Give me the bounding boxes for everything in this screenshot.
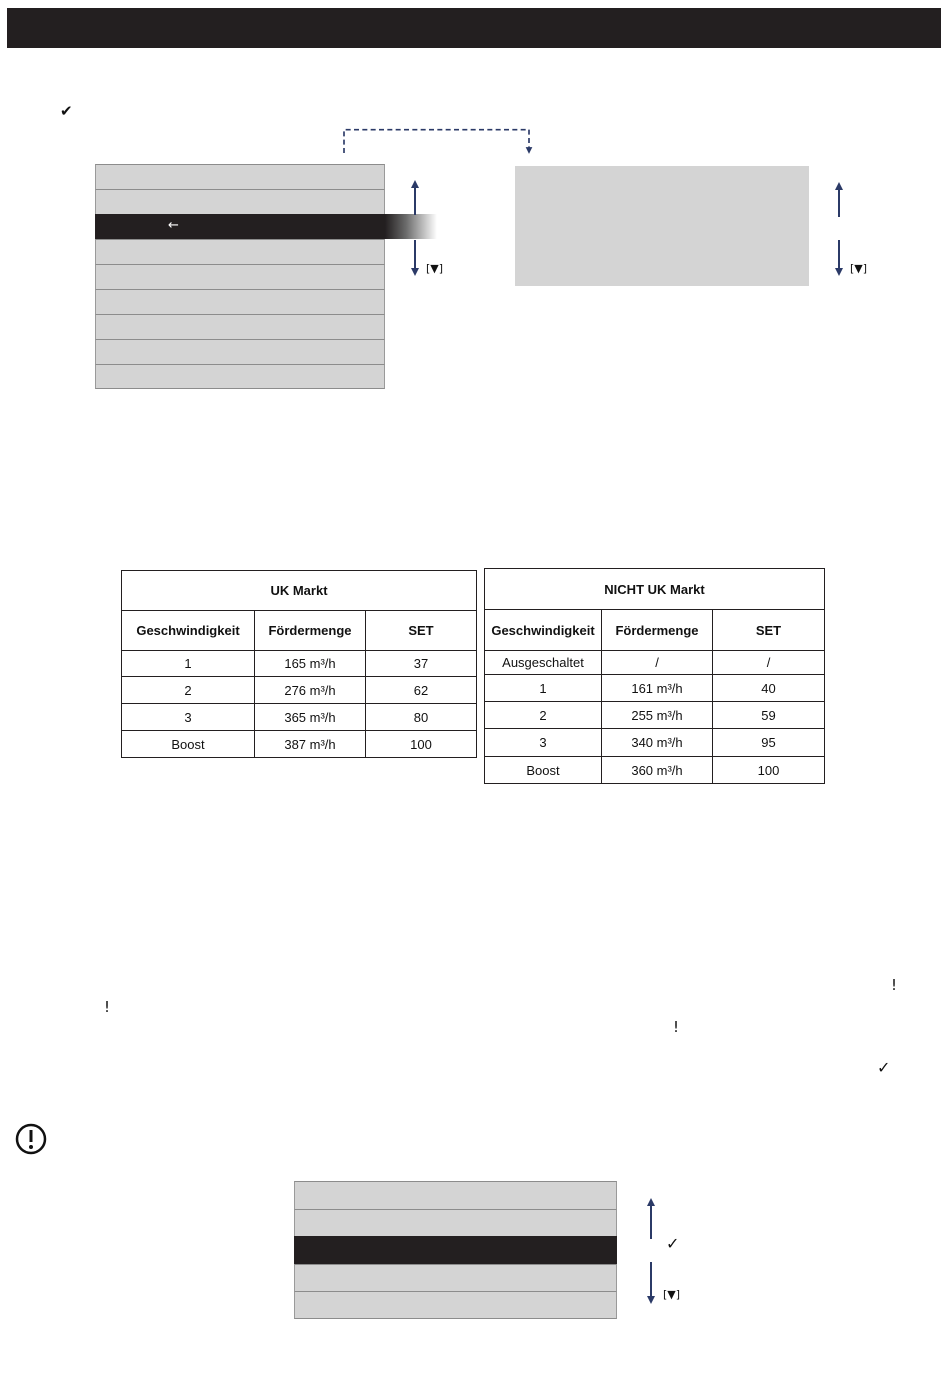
arrow-down-icon[interactable] bbox=[644, 1262, 658, 1304]
cell-flow: 360 m³/h bbox=[602, 757, 713, 784]
header-bar bbox=[7, 8, 941, 48]
exclamation-circle-icon bbox=[15, 1123, 47, 1155]
table-non-uk-market bbox=[484, 568, 825, 784]
column-header: SET bbox=[713, 610, 825, 651]
table-title: NICHT UK Markt bbox=[485, 569, 825, 610]
menu-item[interactable] bbox=[95, 289, 385, 314]
back-arrow-icon: ← bbox=[168, 218, 179, 233]
table-row bbox=[122, 704, 477, 731]
cell-speed: Boost bbox=[122, 731, 255, 758]
cell-set: / bbox=[713, 651, 825, 675]
cell-speed: 1 bbox=[122, 651, 255, 677]
dashed-connector bbox=[327, 128, 551, 158]
cell-speed: 2 bbox=[122, 677, 255, 704]
table-row bbox=[485, 729, 825, 757]
cell-flow: 387 m³/h bbox=[255, 731, 366, 758]
table-row bbox=[485, 651, 825, 675]
cell-speed: 3 bbox=[485, 729, 602, 757]
down-key-icon: [▼] bbox=[426, 262, 444, 275]
menu-item[interactable] bbox=[294, 1209, 617, 1237]
column-header: Geschwindigkeit bbox=[122, 611, 255, 651]
table-row bbox=[122, 731, 477, 758]
menu-item[interactable] bbox=[95, 239, 385, 264]
exclamation-icon: ! bbox=[104, 998, 111, 1016]
menu-item-selected[interactable] bbox=[294, 1236, 617, 1264]
column-header: Geschwindigkeit bbox=[485, 610, 602, 651]
table-title: UK Markt bbox=[122, 571, 477, 611]
cell-flow: 365 m³/h bbox=[255, 704, 366, 731]
table-row bbox=[485, 675, 825, 702]
cell-set: 59 bbox=[713, 702, 825, 729]
table-row bbox=[122, 651, 477, 677]
table-row bbox=[122, 677, 477, 704]
menu-item[interactable] bbox=[294, 1291, 617, 1319]
menu-list-confirm bbox=[294, 1181, 617, 1319]
table-row bbox=[485, 702, 825, 729]
cell-set: 40 bbox=[713, 675, 825, 702]
cell-set: 100 bbox=[713, 757, 825, 784]
check-icon: ✓ bbox=[877, 1058, 891, 1077]
exclamation-icon: ! bbox=[673, 1018, 680, 1036]
menu-list-main bbox=[95, 164, 385, 389]
arrow-up-icon[interactable] bbox=[408, 180, 422, 216]
cell-set: 37 bbox=[366, 651, 477, 677]
cell-speed: 3 bbox=[122, 704, 255, 731]
check-icon: ✓ bbox=[666, 1234, 680, 1253]
arrow-down-icon[interactable] bbox=[832, 240, 846, 276]
cell-speed: Boost bbox=[485, 757, 602, 784]
cell-set: 80 bbox=[366, 704, 477, 731]
cell-speed: Ausgeschaltet bbox=[485, 651, 602, 675]
cell-set: 62 bbox=[366, 677, 477, 704]
cell-flow: 165 m³/h bbox=[255, 651, 366, 677]
cell-flow: 255 m³/h bbox=[602, 702, 713, 729]
down-key-icon: [▼] bbox=[663, 1288, 681, 1301]
menu-item[interactable] bbox=[294, 1181, 617, 1209]
cell-speed: 2 bbox=[485, 702, 602, 729]
settings-panel bbox=[515, 166, 809, 286]
cell-flow: / bbox=[602, 651, 713, 675]
menu-item[interactable] bbox=[95, 314, 385, 339]
column-header: Fördermenge bbox=[602, 610, 713, 651]
column-header: SET bbox=[366, 611, 477, 651]
table-row bbox=[485, 757, 825, 784]
cell-flow: 340 m³/h bbox=[602, 729, 713, 757]
menu-item[interactable] bbox=[95, 164, 385, 189]
menu-item[interactable] bbox=[95, 264, 385, 289]
cell-speed: 1 bbox=[485, 675, 602, 702]
selection-fade bbox=[385, 214, 437, 239]
exclamation-icon: ! bbox=[891, 976, 898, 994]
menu-item[interactable] bbox=[95, 189, 385, 214]
menu-item[interactable] bbox=[294, 1264, 617, 1292]
arrow-up-icon[interactable] bbox=[832, 182, 846, 218]
check-icon: ✔ bbox=[60, 102, 73, 120]
menu-item[interactable] bbox=[95, 339, 385, 364]
cell-flow: 276 m³/h bbox=[255, 677, 366, 704]
cell-set: 100 bbox=[366, 731, 477, 758]
cell-set: 95 bbox=[713, 729, 825, 757]
menu-item-selected[interactable] bbox=[95, 214, 385, 239]
arrow-down-icon[interactable] bbox=[408, 240, 422, 276]
cell-flow: 161 m³/h bbox=[602, 675, 713, 702]
table-uk-market bbox=[121, 570, 477, 758]
down-key-icon: [▼] bbox=[850, 262, 868, 275]
menu-item[interactable] bbox=[95, 364, 385, 389]
column-header: Fördermenge bbox=[255, 611, 366, 651]
arrow-up-icon[interactable] bbox=[644, 1198, 658, 1240]
